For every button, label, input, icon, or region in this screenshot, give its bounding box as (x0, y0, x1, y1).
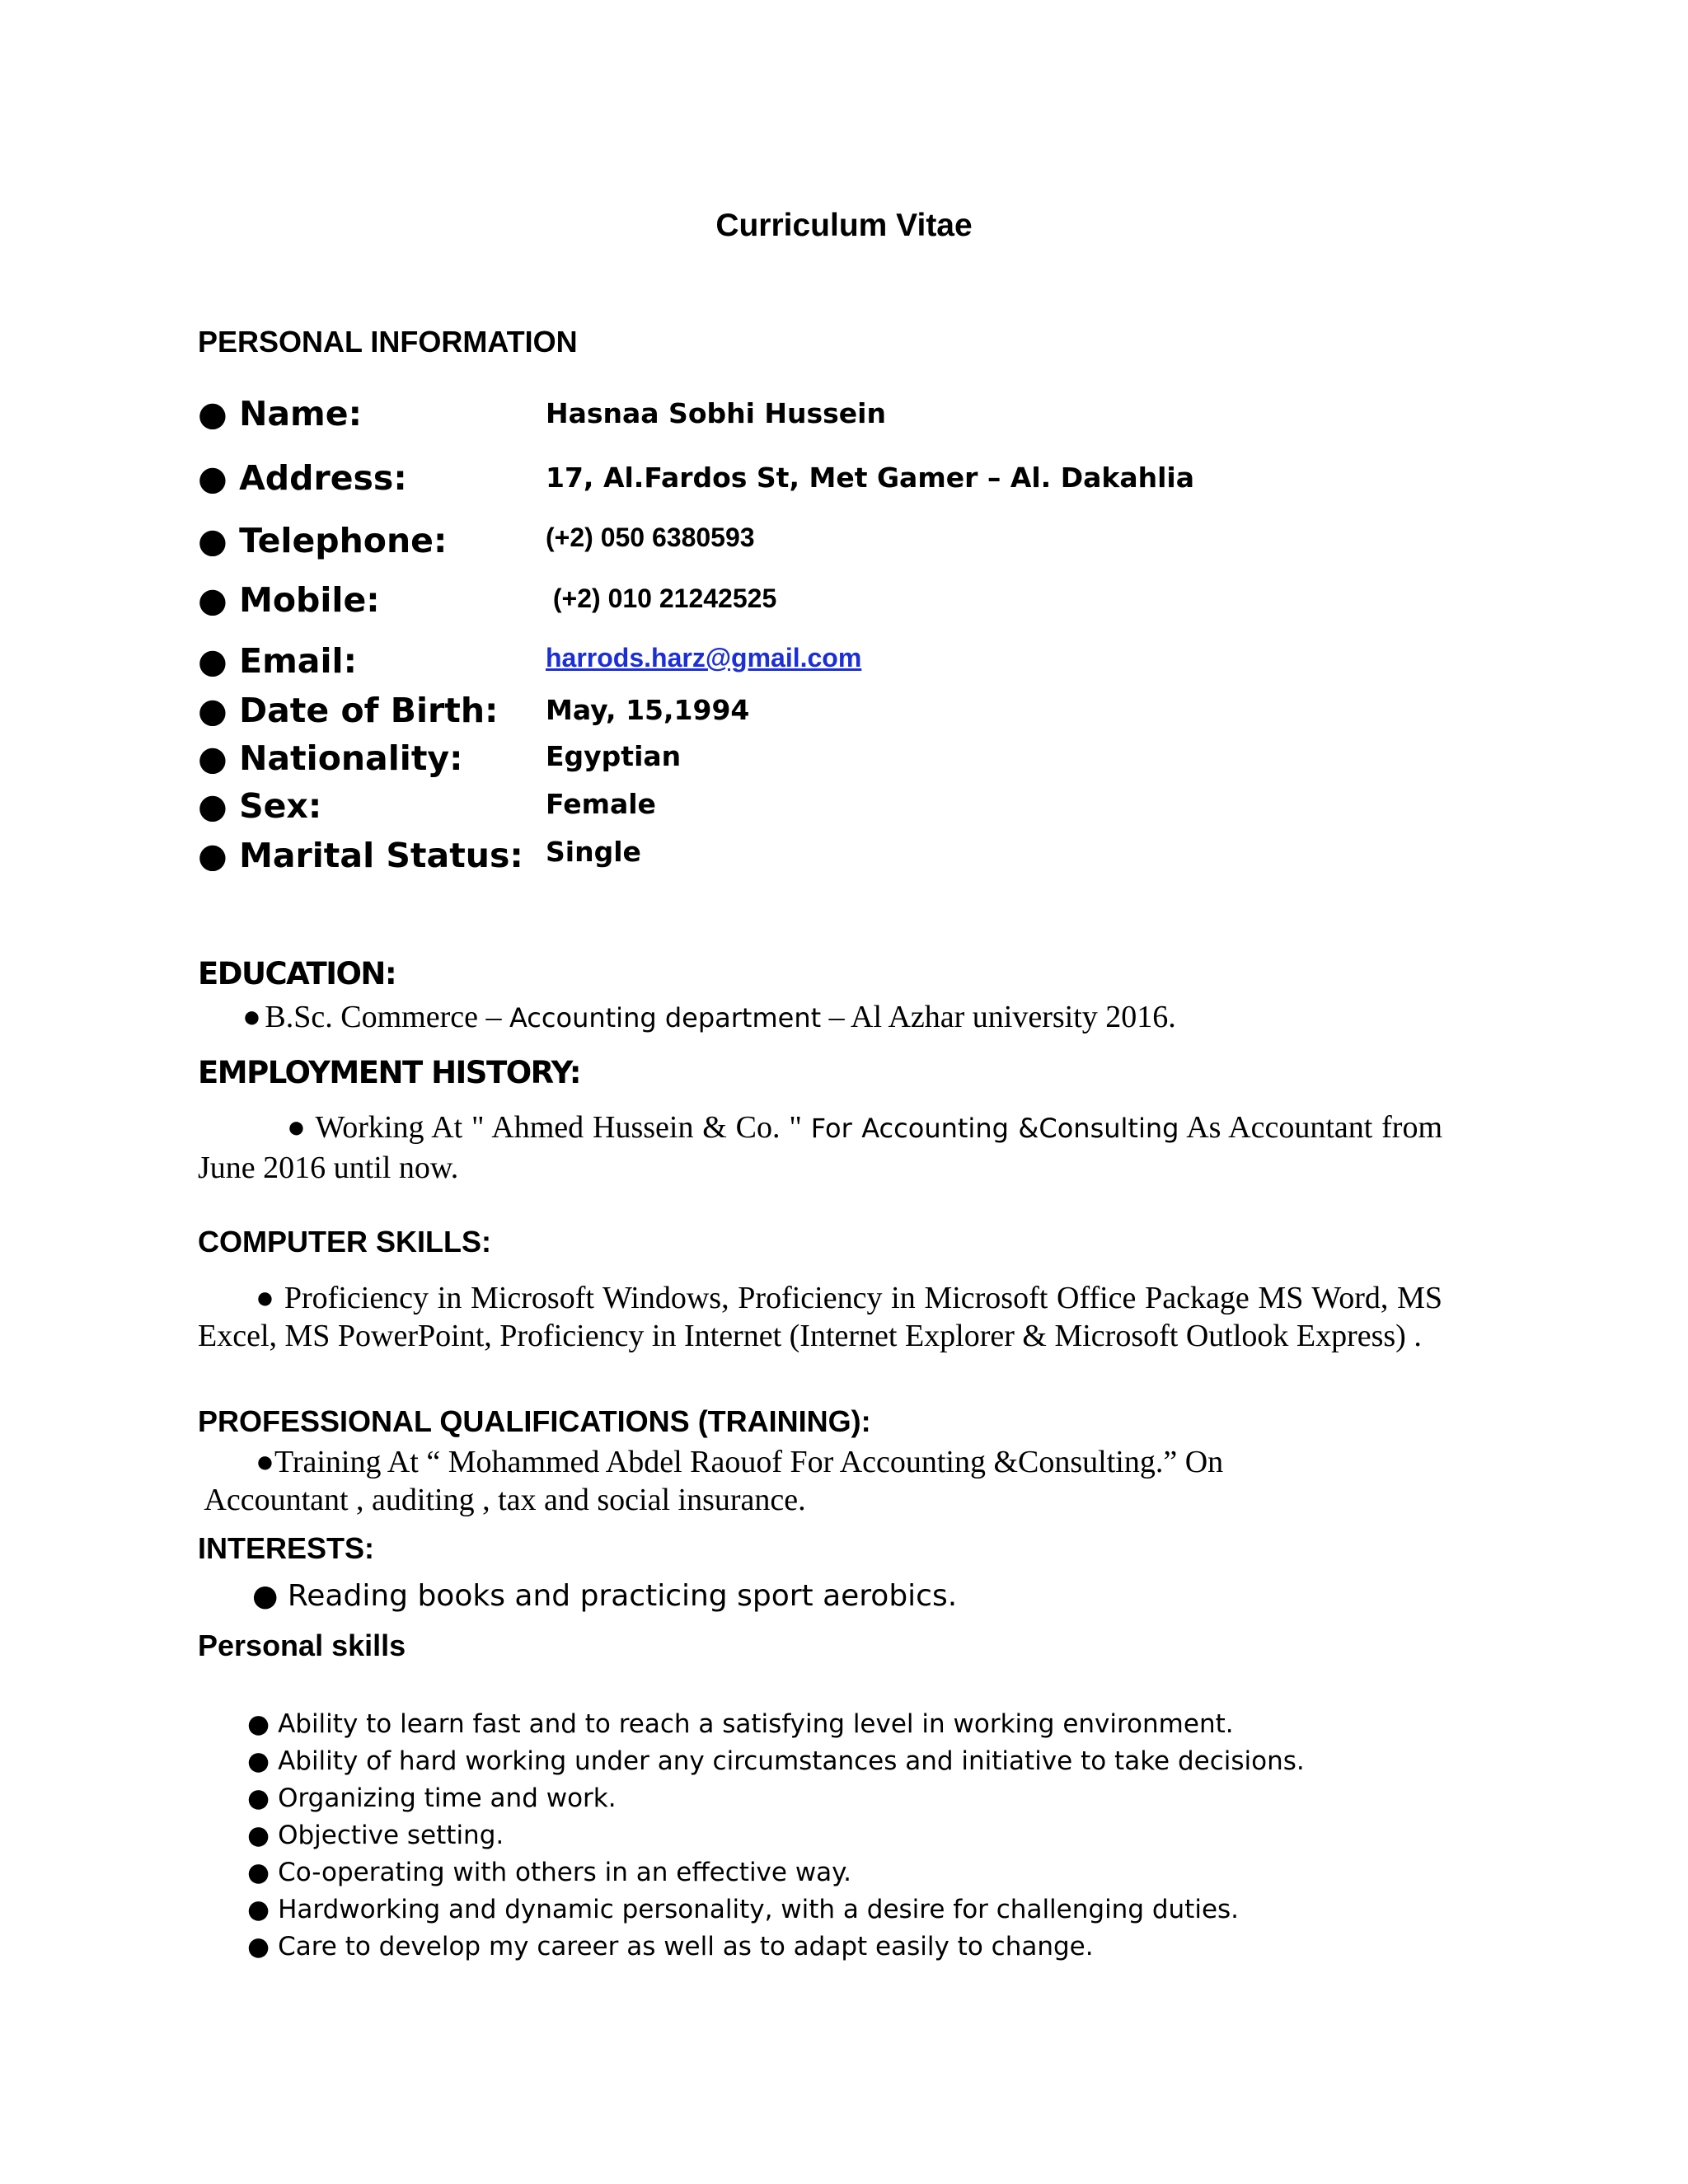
education-degree: B.Sc. Commerce (265, 1000, 478, 1034)
list-item: ● Objective setting. (247, 1817, 1305, 1854)
field-value: Single (546, 836, 641, 868)
field-value: May, 15,1994 (546, 694, 750, 726)
computer-skills-item (198, 1279, 1442, 1355)
document-title: Curriculum Vitae (715, 208, 973, 243)
bullet-icon: ● (198, 836, 227, 875)
employment-field: For Accounting &Consulting (810, 1113, 1179, 1144)
computer-skills-heading: COMPUTER SKILLS: (198, 1225, 491, 1258)
field-label: ● Telephone: (198, 521, 448, 560)
employment-item (198, 1108, 1442, 1188)
interests-heading: INTERESTS: (198, 1531, 375, 1565)
list-item: ● Care to develop my career as well as to adapt easily to change. (247, 1929, 1305, 1966)
field-label: ● Mobile: (198, 580, 380, 620)
field-name (198, 394, 1484, 443)
bullet-icon: ● (198, 691, 227, 730)
personal-skills-list (247, 1706, 1305, 1966)
field-telephone (198, 521, 1484, 570)
training-heading: PROFESSIONAL QUALIFICATIONS (TRAINING): (198, 1404, 871, 1438)
bullet-icon: ● (198, 394, 227, 434)
training-line-2: Accountant , auditing , tax and social insurance. (198, 1483, 806, 1517)
field-label: ● Marital Status: (198, 836, 523, 875)
education-university: Al Azhar university 2016. (851, 1000, 1176, 1034)
bullet-icon: ● (198, 641, 227, 681)
field-email (198, 641, 1484, 691)
field-address (198, 458, 1484, 508)
email-link[interactable]: harrods.harz@gmail.com (546, 643, 862, 673)
list-item: ● Ability to learn fast and to reach a satisfying level in working environment. (247, 1706, 1305, 1743)
bullet-icon: ● (287, 1110, 307, 1145)
field-nationality (198, 738, 1484, 788)
education-item (242, 999, 1176, 1035)
field-label: ● Sex: (198, 786, 322, 826)
bullet-icon: ● (198, 580, 227, 620)
education-heading: EDUCATION: (198, 956, 396, 991)
training-text: Training At “ Mohammed Abdel Raouof For Accounting &Consulting.” On (274, 1445, 1224, 1479)
list-item: ● Ability of hard working under any circumstances and initiative to take decisions. (247, 1743, 1305, 1780)
field-marital-status (198, 836, 1484, 885)
bullet-icon: ● (242, 1000, 261, 1034)
field-value: Egyptian (546, 740, 682, 772)
field-value: 17, Al.Fardos St, Met Gamer – Al. Dakahlia (546, 462, 1194, 494)
employment-heading: EMPLOYMENT HISTORY: (198, 1055, 580, 1090)
bullet-icon: ● (198, 458, 227, 498)
employment-role: As Accountant from June 2016 until now. (198, 1110, 1443, 1185)
bullet-icon: ● (198, 738, 227, 778)
field-label: ● Date of Birth: (198, 691, 499, 730)
bullet-icon: ● (198, 521, 227, 560)
list-item: ● Organizing time and work. (247, 1780, 1305, 1817)
interests-text: Reading books and practicing sport aerobics. (287, 1579, 958, 1613)
field-label: ● Name: (198, 394, 362, 434)
bullet-icon: ● (256, 1445, 274, 1479)
interests-item (252, 1579, 957, 1613)
computer-skills-text: Proficiency in Microsoft Windows, Proficiency in Microsoft Office Package MS Word, MS Excel, MS PowerPoint, Proficiency in Internet (Internet Explorer & Microsoft Outlook Express) . (198, 1281, 1442, 1353)
bullet-icon: ● (198, 786, 227, 826)
field-sex (198, 786, 1484, 836)
field-value: (+2) 050 6380593 (546, 523, 755, 552)
personal-info-heading: PERSONAL INFORMATION (198, 325, 578, 359)
field-label: ● Email: (198, 641, 357, 681)
employment-company: Working At " Ahmed Hussein & Co. " (315, 1110, 811, 1145)
field-value: Hasnaa Sobhi Hussein (546, 397, 886, 429)
education-separator: – (477, 1000, 509, 1034)
bullet-icon: ● (252, 1579, 279, 1613)
field-label: ● Address: (198, 458, 407, 498)
field-value: Female (546, 788, 656, 820)
training-line-1 (256, 1444, 1223, 1480)
bullet-icon: ● (256, 1281, 276, 1315)
field-mobile (198, 580, 1484, 630)
list-item: ● Co-operating with others in an effective way. (247, 1854, 1305, 1891)
list-item: ● Hardworking and dynamic personality, with a desire for challenging duties. (247, 1891, 1305, 1929)
education-separator: – (821, 1000, 851, 1034)
education-department: Accounting department (509, 1002, 822, 1033)
field-date-of-birth (198, 691, 1484, 740)
personal-skills-heading: Personal skills (198, 1629, 406, 1662)
field-label: ● Nationality: (198, 738, 463, 778)
field-value: (+2) 010 21242525 (546, 583, 777, 613)
